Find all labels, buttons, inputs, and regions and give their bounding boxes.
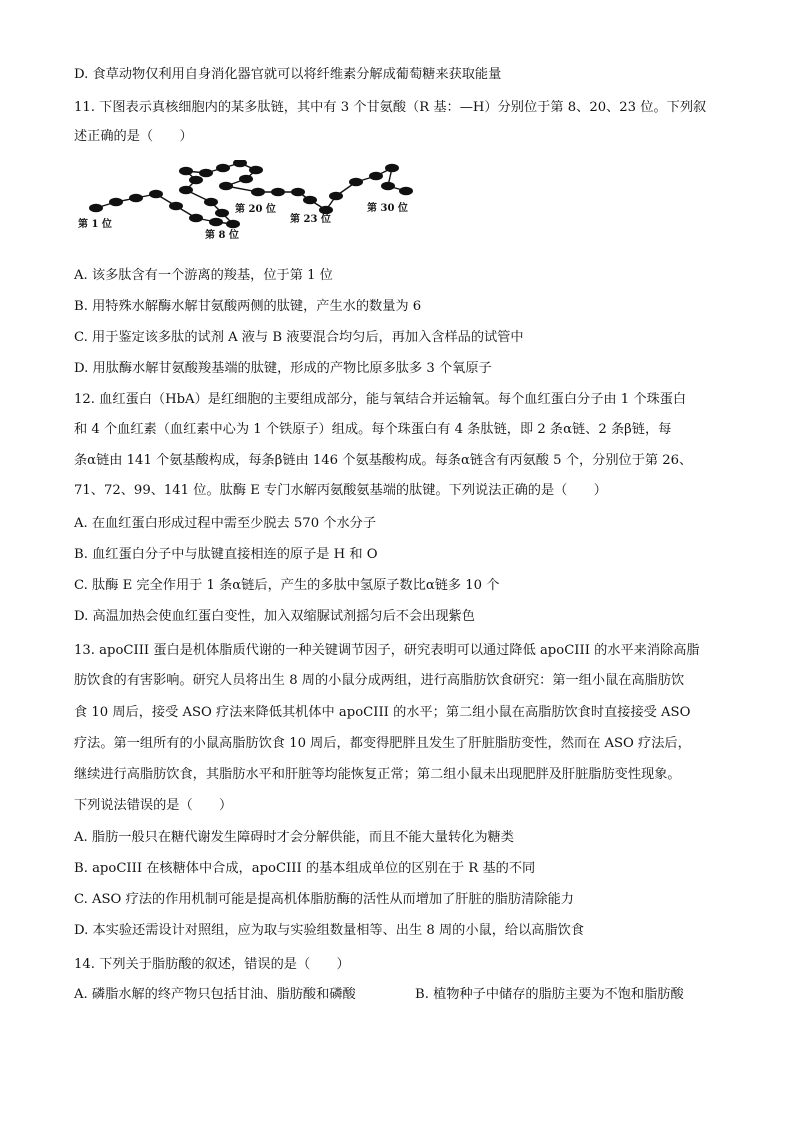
q12-stem-line-4: 71、72、99、141 位。肽酶 E 专门水解丙氨酸氨基端的肽键。下列说法正确的是（ ） <box>74 483 607 498</box>
q11-option-a: A. 该多肽含有一个游离的羧基，位于第 1 位 <box>74 268 333 283</box>
q12-stem-line-2: 和 4 个血红素（血红素中心为 1 个铁原子）组成。每个珠蛋白有 4 条肽链，即 2 条α链、2 条β链，每 <box>74 422 672 437</box>
q11-stem-line-2: 述正确的是（ ） <box>74 129 193 144</box>
amino-acid-residue <box>189 214 203 223</box>
amino-acid-residue <box>169 202 183 211</box>
amino-acid-residues <box>89 160 413 228</box>
q12-option-a: A. 在血红蛋白形成过程中需至少脱去 570 个水分子 <box>74 516 377 531</box>
amino-acid-residue <box>291 188 305 197</box>
polypeptide-chain-diagram <box>74 160 434 250</box>
q13-stem-line-6: 下列说法错误的是（ ） <box>74 798 233 813</box>
q14-option-b: B. 植物种子中储存的脂肪主要为不饱和脂肪酸 <box>415 987 684 1002</box>
q14-stem: 14. 下列关于脂肪酸的叙述，错误的是（ ） <box>74 957 350 972</box>
q11-option-d: D. 用肽酶水解甘氨酸羧基端的肽键，形成的产物比原多肽多 3 个氧原子 <box>74 361 492 376</box>
label-position-1: 第 1 位 <box>78 219 112 230</box>
amino-acid-residue <box>89 204 103 213</box>
q13-option-a: A. 脂肪一般只在糖代谢发生障碍时才会分解供能，而且不能大量转化为糖类 <box>74 830 514 845</box>
amino-acid-residue <box>249 166 263 175</box>
amino-acid-residue <box>319 206 333 215</box>
amino-acid-residue <box>271 188 285 197</box>
amino-acid-residue <box>129 194 143 203</box>
label-position-8: 第 8 位 <box>205 230 239 241</box>
q12-stem-line-1: 12. 血红蛋白（HbA）是红细胞的主要组成部分，能与氧结合并运输氧。每个血红蛋白分子由 1 个珠蛋白 <box>74 392 687 407</box>
q13-stem-line-2: 肪饮食的有害影响。研究人员将出生 8 周的小鼠分成两组，进行高脂肪饮食研究：第一组小鼠在高脂肪饮 <box>74 673 685 688</box>
amino-acid-residue <box>179 186 193 195</box>
amino-acid-residue <box>209 218 223 227</box>
q12-option-d: D. 高温加热会使血红蛋白变性，加入双缩脲试剂摇匀后不会出现紫色 <box>74 609 475 624</box>
amino-acid-residue <box>149 190 163 199</box>
amino-acid-residue <box>381 182 395 191</box>
q10-option-d: D. 食草动物仅利用自身消化器官就可以将纤维素分解成葡萄糖来获取能量 <box>74 67 502 82</box>
amino-acid-residue <box>239 175 253 184</box>
amino-acid-residue <box>215 209 229 218</box>
q13-stem-line-4: 疗法。第一组所有的小鼠高脂肪饮食 10 周后，都变得肥胖且发生了肝脏脂肪变性，然而在 ASO 疗法后， <box>74 736 691 751</box>
amino-acid-residue <box>226 220 240 229</box>
amino-acid-residue <box>303 196 317 205</box>
q11-stem-line-1: 11. 下图表示真核细胞内的某多肽链，其中有 3 个甘氨酸（R 基：—H）分别位于第 8、20、23 位。下列叙 <box>74 100 707 115</box>
q13-option-c: C. ASO 疗法的作用机制可能是提高机体脂肪酶的活性从而增加了肝脏的脂肪清除能力 <box>74 892 574 907</box>
label-position-20: 第 20 位 <box>235 204 276 215</box>
q14-option-a: A. 磷脂水解的终产物只包括甘油、脂肪酸和磷酸 <box>74 987 356 1002</box>
q11-option-c: C. 用于鉴定该多肽的试剂 A 液与 B 液要混合均匀后，再加入含样品的试管中 <box>74 330 524 345</box>
q13-stem-line-5: 继续进行高脂肪饮食，其脂肪水平和肝脏等均能恢复正常；第二组小鼠未出现肥胖及肝脏脂肪变性现象。 <box>74 767 681 782</box>
amino-acid-residue <box>199 169 213 178</box>
amino-acid-residue <box>329 192 343 201</box>
amino-acid-residue <box>109 198 123 207</box>
q13-option-b: B. apoCIII 在核糖体中合成，apoCIII 的基本组成单位的区别在于 R 基的不同 <box>74 861 536 876</box>
amino-acid-residue <box>251 188 265 197</box>
amino-acid-residue <box>179 167 193 176</box>
q12-option-b: B. 血红蛋白分子中与肽键直接相连的原子是 H 和 O <box>74 547 378 562</box>
amino-acid-residue <box>219 182 233 191</box>
polypeptide-chain-figure <box>74 160 434 250</box>
q13-stem-line-1: 13. apoCIII 蛋白是机体脂质代谢的一种关键调节因子，研究表明可以通过降低 apoCIII 的水平来消除高脂 <box>74 643 700 658</box>
q13-stem-line-3: 食 10 周后，接受 ASO 疗法来降低其机体中 apoCIII 的水平；第二组小鼠在高脂肪饮食时直接接受 ASO <box>74 705 691 720</box>
q13-option-d: D. 本实验还需设计对照组，应为取与实验组数量相等、出生 8 周的小鼠，给以高脂饮食 <box>74 923 585 938</box>
label-position-30: 第 30 位 <box>367 203 408 214</box>
label-position-23: 第 23 位 <box>290 214 331 225</box>
amino-acid-residue <box>216 164 230 173</box>
amino-acid-residue <box>399 187 413 196</box>
amino-acid-residue <box>385 164 399 173</box>
amino-acid-residue <box>369 172 383 181</box>
q11-option-b: B. 用特殊水解酶水解甘氨酸两侧的肽键，产生水的数量为 6 <box>74 299 422 314</box>
amino-acid-residue <box>233 160 247 167</box>
q12-option-c: C. 肽酶 E 完全作用于 1 条α链后，产生的多肽中氢原子数比α链多 10 个 <box>74 578 500 593</box>
amino-acid-residue <box>204 198 218 207</box>
amino-acid-residue <box>189 176 203 185</box>
q12-stem-line-3: 条α链由 141 个氨基酸构成，每条β链由 146 个氨基酸构成。每条α链含有丙氨酸 5 个，分别位于第 26、 <box>74 453 693 468</box>
amino-acid-residue <box>349 178 363 187</box>
